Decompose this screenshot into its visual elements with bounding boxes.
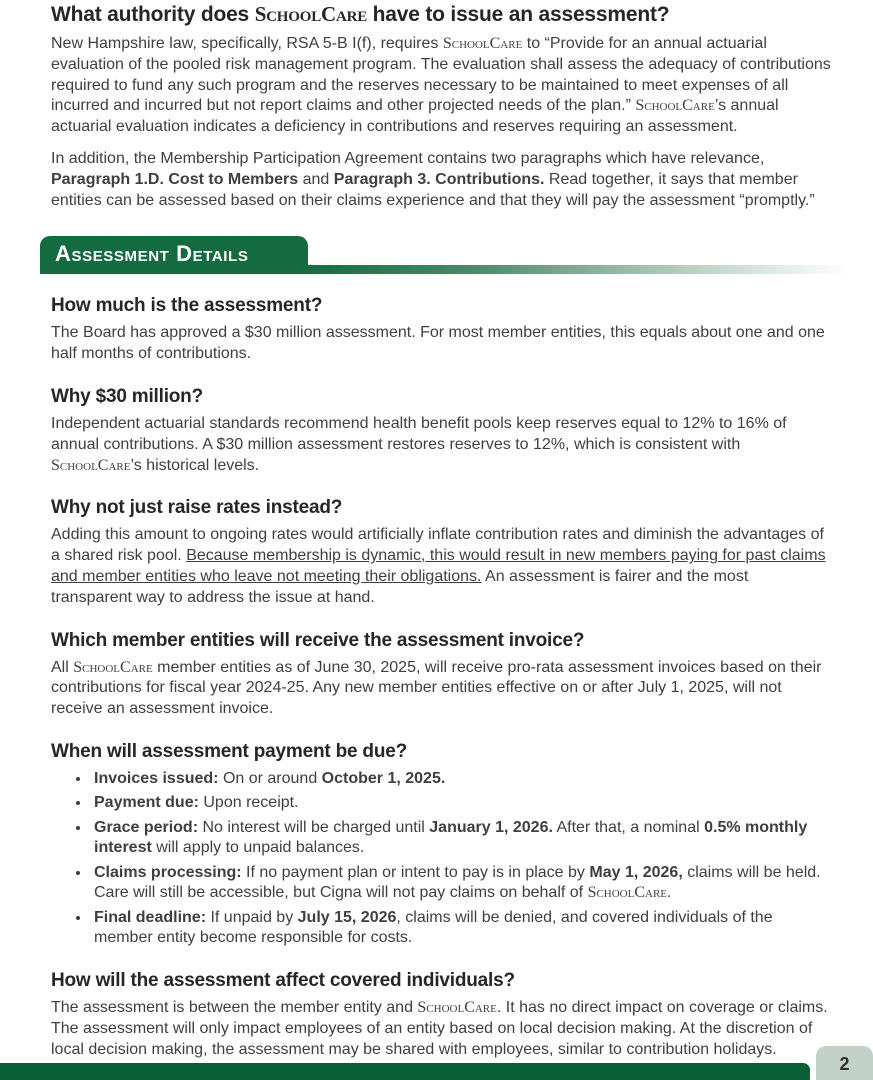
banner-gradient-stripe [298, 265, 873, 274]
paragraph-why-30-million: Independent actuarial standards recommend health benefit pools keep reserves equal to 12% to 16% of annual contributions. A $30 million assessment restores reserves to 12%, which is consistent with SchoolCare’s historical levels. [51, 414, 787, 474]
paragraph-covered-individuals: The assessment is between the member entity and SchoolCare. It has no direct impact on coverage or claims. The assessment will only impact employees of an entity based on local decision making. At the discretion of local decision making, the assessment may be shared with employees, similar to contribution holidays. [51, 998, 828, 1058]
question-heading-why-not-raise-rates: Why not just raise rates instead? [51, 497, 343, 519]
list-item-grace-period: • Grace period: No interest will be charged until January 1, 2026. After that, a nominal 0.5% monthly interest will apply to unpaid balances. [91, 818, 831, 859]
paragraph-why-not-raise-rates: Adding this amount to ongoing rates would artificially inflate contribution rates and diminish the advantages of a shared risk pool. Because membership is dynamic, this would result in new members paying for past claims and member entities who leave not meeting their obligations. An assessment is fairer and the most transparent way to address the issue at hand. [51, 526, 826, 606]
paragraph-authority-1: New Hampshire law, specifically, RSA 5-B I(f), requires SchoolCare to “Provide for an annual actuarial evaluation of the pooled risk management program. The evaluation shall assess the adequacy of contributions required to fund any such program and the reserves necessary to be maintained to meet expenses of all incurred and incurred but not report claims and other projected needs of the plan.” SchoolCare’s annual actuarial evaluation indicates a deficiency in contributions and reserves requiring an assessment. [51, 35, 831, 136]
list-item-invoices-issued: • Invoices issued: On or around October 1, 2025. [91, 769, 831, 790]
paragraph-how-much: The Board has approved a $30 million assessment. For most member entities, this equals about one and one half months of contributions. [51, 324, 825, 363]
question-heading-authority: What authority does SchoolCare have to issue an assessment? [51, 2, 670, 26]
assessment-details-banner [40, 236, 308, 274]
question-heading-how-much: How much is the assessment? [51, 295, 323, 317]
list-item-claims-processing: • Claims processing: If no payment plan or intent to pay is in place by May 1, 2026, claims will be held. Care will still be accessible, but Cigna will not pay claims on behalf of SchoolCare. [91, 863, 831, 904]
paragraph-which-entities: All SchoolCare member entities as of June 30, 2025, will receive pro-rata assessment invoices based on their contributions for fiscal year 2024-25. Any new member entities effective on or after July 1, 2025, will not receive an assessment invoice. [51, 658, 822, 718]
list-item-payment-due: • Payment due: Upon receipt. [91, 793, 831, 814]
payment-schedule-list [51, 769, 831, 949]
page-number: 2 [839, 1054, 850, 1074]
section-banner-row [40, 236, 831, 274]
question-heading-which-entities: Which member entities will receive the assessment invoice? [51, 629, 585, 651]
question-heading-covered-individuals: How will the assessment affect covered individuals? [51, 969, 515, 991]
question-heading-when-payment-due: When will assessment payment be due? [51, 740, 408, 762]
list-item-final-deadline: • Final deadline: If unpaid by July 15, 2026, claims will be denied, and covered individuals of the member entity become responsible for costs. [91, 908, 831, 949]
page-number-tab [816, 1046, 873, 1080]
question-heading-why-30-million: Why $30 million? [51, 385, 203, 407]
banner-title: Assessment Details [55, 241, 249, 267]
paragraph-authority-2: In addition, the Membership Participation Agreement contains two paragraphs which have relevance, Paragraph 1.D. Cost to Members and Paragraph 3. Contributions. Read together, it says that member entities can be assessed based on their claims experience and that they will pay the assessment “promptly.” [51, 149, 815, 209]
footer-bar [0, 1063, 810, 1080]
